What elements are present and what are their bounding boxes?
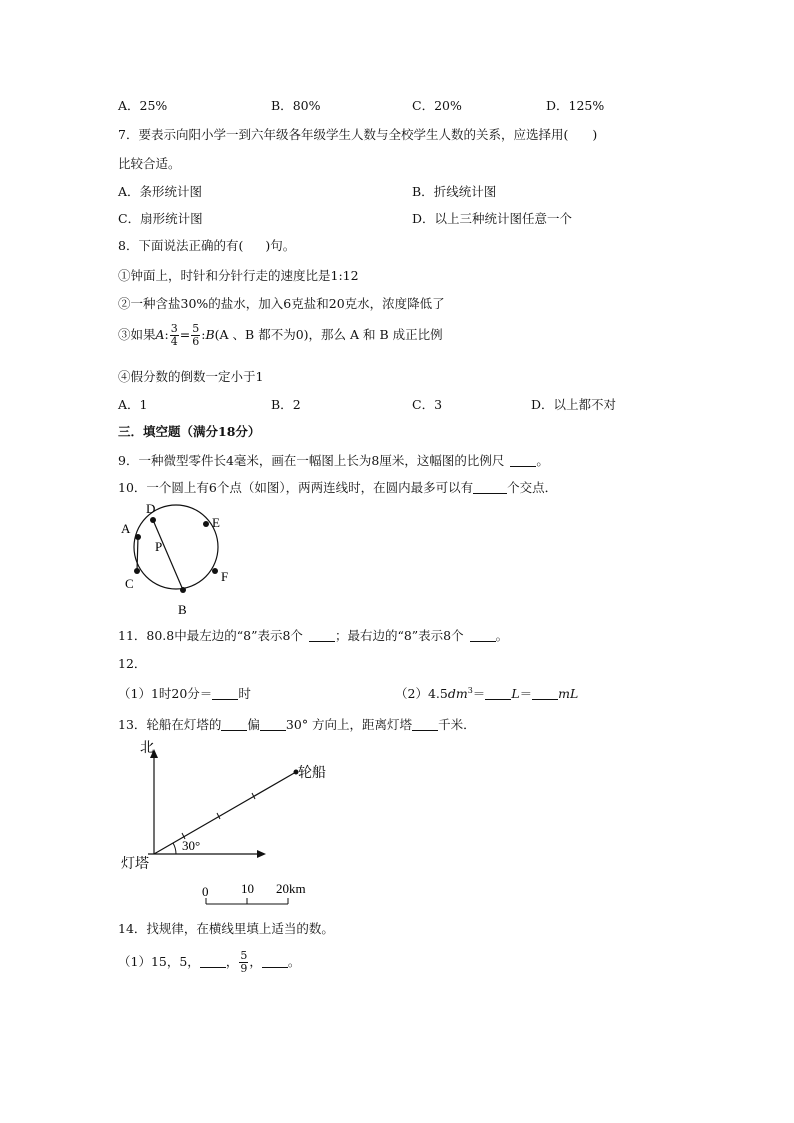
option-label: D． (412, 211, 435, 226)
q6-option-d[interactable] (546, 96, 604, 114)
frac-den: 6 (192, 335, 200, 348)
ship-direction-line (154, 772, 296, 854)
label-tower: 灯塔 (121, 857, 149, 872)
q10-blank[interactable] (473, 481, 507, 494)
label-f: F (221, 569, 229, 584)
option-text: 125% (568, 98, 605, 113)
q14-fraction (239, 950, 248, 975)
q12-equals-2: ＝ (519, 686, 533, 701)
option-text: 以上三种统计图任意一个 (434, 211, 573, 226)
point-d (150, 517, 156, 523)
q8-statement-4: ④假分数的倒数一定小于1 (118, 369, 264, 384)
q7-option-b[interactable] (412, 182, 496, 200)
q14-comma: ， (225, 954, 239, 969)
q8-statement-2: ②一种含盐30%的盐水，加入6克盐和20克水，浓度降低了 (118, 296, 445, 311)
option-text: 条形统计图 (139, 184, 203, 199)
q7-stem (118, 125, 597, 143)
label-ship: 轮船 (298, 766, 326, 781)
frac-den: 9 (240, 962, 248, 975)
q11-text-b: ；最右边的“8”表示8个 (334, 628, 464, 643)
q9 (118, 451, 549, 469)
q12-part2 (395, 684, 578, 702)
option-label: A． (118, 397, 140, 412)
q12-number: 12． (118, 656, 147, 671)
option-label: A． (118, 98, 140, 113)
q11-text-a: 11．80.8中最左边的“8”表示8个 (118, 628, 303, 643)
q8-option-d[interactable] (531, 395, 616, 413)
q14-blank-2[interactable] (262, 955, 288, 968)
option-label: C． (118, 211, 141, 226)
option-text: 80% (292, 98, 321, 113)
option-label: B． (271, 98, 293, 113)
q7-option-d[interactable] (412, 209, 572, 227)
q10-text: 10．一个圆上有6个点（如图），两两连线时，在圆内最多可以有 (118, 480, 474, 495)
point-c (134, 568, 140, 574)
q10 (118, 478, 557, 496)
s3-condition: (A 、B 都不为0) (214, 327, 309, 342)
q8-option-c[interactable] (412, 395, 442, 413)
circle (134, 505, 218, 589)
option-label: B． (271, 397, 293, 412)
q12-blank-3[interactable] (532, 687, 558, 700)
q12-equals: ＝ (472, 686, 486, 701)
q13-text-b: 偏 (247, 717, 260, 732)
q13-text-d: 千米． (438, 717, 476, 732)
s3-suffix: ，那么 A 和 B 成正比例 (308, 327, 443, 342)
point-f (212, 568, 218, 574)
q7-stem-text: 7．要表示向阳小学一到六年级各年级学生人数与全校学生人数的关系，应选择用( (118, 127, 569, 142)
s3-equals: = (179, 327, 191, 342)
label-p: P (155, 539, 163, 554)
angle-arc (173, 843, 176, 854)
q12-unit-l: L (511, 686, 520, 701)
label-angle: 30° (182, 838, 201, 853)
option-text: 折线统计图 (433, 184, 497, 199)
q7-option-a[interactable] (118, 182, 202, 200)
q7-option-c[interactable] (118, 209, 203, 227)
s3-colon: : (201, 327, 206, 342)
q12-part1 (118, 684, 251, 702)
point-b (180, 587, 186, 593)
s3-fraction-1 (170, 323, 179, 348)
q11-blank-1[interactable] (309, 629, 335, 642)
q8-stem-text: 8．下面说法正确的有( (118, 238, 244, 253)
option-label: C． (412, 98, 435, 113)
q14-sequence (118, 947, 300, 977)
q8-option-a[interactable] (118, 395, 147, 413)
q9-text: 9．一种微型零件长4毫米，画在一幅图上长为8厘米，这幅图的比例尺 (118, 453, 505, 468)
q13-text-a: 13．轮船在灯塔的 (118, 717, 222, 732)
q8-statement-1: ①钟面上，时针和分针行走的速度比是1:12 (118, 268, 359, 283)
q12-part1-unit: 时 (238, 686, 251, 701)
q12-part1-text: （1）1时20分＝ (118, 686, 213, 701)
option-label: B． (412, 184, 434, 199)
q13-blank-1[interactable] (221, 718, 247, 731)
point-a (135, 534, 141, 540)
q12-blank-1[interactable] (212, 687, 238, 700)
label-d: D (146, 501, 156, 516)
frac-num: 5 (240, 949, 248, 962)
q7-stem-cont: 比较合适。 (118, 156, 181, 171)
option-text: 3 (434, 397, 443, 412)
point-e (203, 521, 209, 527)
q7-answer-paren[interactable]: ) (592, 127, 598, 142)
q13-compass-figure (118, 736, 348, 912)
q10-text-end: 个交点． (507, 480, 558, 495)
frac-num: 5 (192, 322, 200, 335)
q8-stem (118, 236, 295, 254)
label-e: E (212, 515, 220, 530)
q8-option-b[interactable] (271, 395, 301, 413)
q13 (118, 715, 476, 733)
s3-var-a: A (155, 327, 165, 342)
option-text: 以上都不对 (553, 397, 617, 412)
option-text: 扇形统计图 (140, 211, 203, 226)
q14-seq-text: （1）15，5， (118, 954, 200, 969)
option-label: C． (412, 397, 435, 412)
option-text: 20% (434, 98, 462, 113)
q6-option-a[interactable] (118, 96, 167, 114)
q14-end: 。 (287, 954, 301, 969)
label-c: C (125, 576, 134, 591)
s3-fraction-2 (191, 323, 200, 348)
q12-blank-2[interactable] (485, 687, 511, 700)
option-label: D． (546, 98, 569, 113)
q8-stem-end: )句。 (265, 238, 296, 253)
q6-option-c[interactable] (412, 96, 462, 114)
q14-blank-1[interactable] (200, 955, 226, 968)
chord-db (153, 520, 183, 590)
q10-circle-figure (110, 498, 250, 620)
scale-label-0: 0 (202, 884, 209, 899)
q9-end: 。 (536, 453, 549, 468)
q14-comma-2: ， (249, 954, 262, 969)
q12-unit-ml: mL (558, 686, 579, 701)
q12-unit-dm: dm (447, 686, 468, 701)
option-text: 25% (139, 98, 168, 113)
frac-num: 3 (170, 322, 178, 335)
q6-option-b[interactable] (271, 96, 320, 114)
q12-exponent: 3 (467, 685, 473, 695)
q13-blank-2[interactable] (260, 718, 286, 731)
option-label: A． (118, 184, 140, 199)
option-text: 2 (292, 397, 301, 412)
q12-part2-text: （2）4.5 (395, 686, 448, 701)
label-a: A (121, 521, 131, 536)
label-north: 北 (140, 741, 154, 756)
scale-label-10: 10 (241, 881, 254, 896)
q11-text-c: 。 (495, 628, 509, 643)
option-text: 1 (139, 397, 148, 412)
q13-blank-3[interactable] (412, 718, 438, 731)
option-label: D． (531, 397, 554, 412)
s3-prefix: ③如果 (118, 327, 156, 342)
section-title: 三．填空题（满分18分） (118, 424, 261, 439)
scale-label-20km: 20km (276, 881, 306, 896)
q14: 14．找规律，在横线里填上适当的数。 (118, 921, 334, 936)
q8-statement-3 (118, 320, 443, 350)
label-b: B (178, 602, 187, 617)
q13-text-c: 30° 方向上，距离灯塔 (285, 717, 413, 732)
east-arrow-icon (257, 850, 266, 858)
s3-colon: : (164, 327, 169, 342)
q9-blank[interactable] (510, 454, 536, 467)
q11 (118, 626, 508, 644)
s3-var-b: B (205, 327, 215, 342)
q11-blank-2[interactable] (470, 629, 496, 642)
frac-den: 4 (170, 335, 178, 348)
